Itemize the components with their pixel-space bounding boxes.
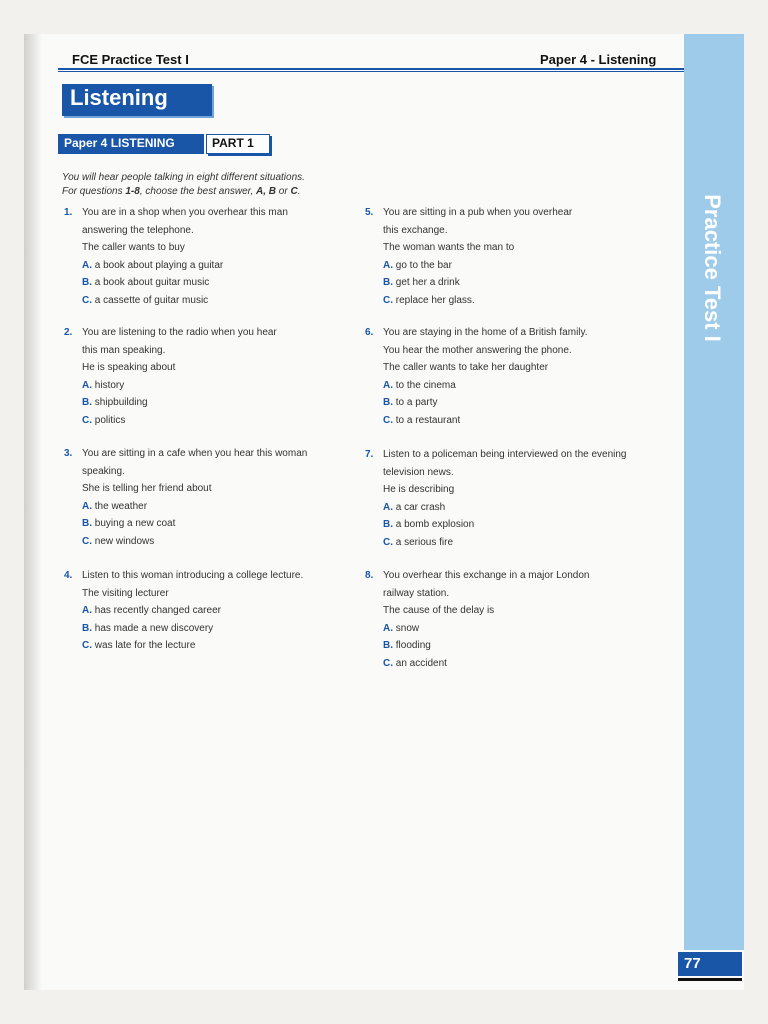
question-text: He is speaking about xyxy=(82,362,176,373)
instructions-line-1: You will hear people talking in eight different situations. xyxy=(62,172,305,183)
question-6 xyxy=(365,324,588,429)
question-2 xyxy=(64,324,277,429)
option-a: A. a car crash xyxy=(383,501,446,513)
side-band xyxy=(684,34,744,950)
question-number: 4. xyxy=(64,570,73,581)
question-text: The woman wants the man to xyxy=(383,242,515,253)
side-band-label: Practice Test I xyxy=(700,194,725,342)
question-text: Listen to this woman introducing a college lecture. xyxy=(82,570,304,581)
question-text: You hear the mother answering the phone. xyxy=(383,344,572,356)
option-a: A. the weather xyxy=(82,500,148,512)
question-number: 2. xyxy=(64,327,73,338)
question-text: She is telling her friend about xyxy=(82,483,212,494)
question-text: The visiting lecturer xyxy=(82,587,169,599)
option-c: C. a cassette of guitar music xyxy=(82,294,209,306)
option-c: C. a serious fire xyxy=(383,536,454,548)
option-b: B. buying a new coat xyxy=(82,518,176,529)
question-number: 1. xyxy=(64,207,73,218)
page-gutter-shadow xyxy=(24,34,42,990)
question-number: 3. xyxy=(64,448,73,459)
option-b: B. a bomb explosion xyxy=(383,519,475,530)
question-text: Listen to a policeman being interviewed on the evening xyxy=(383,449,627,460)
question-3 xyxy=(64,445,308,550)
question-number: 5. xyxy=(365,207,374,218)
header-rule xyxy=(58,68,684,70)
option-b: B. to a party xyxy=(383,397,438,408)
option-b: B. a book about guitar music xyxy=(82,277,210,288)
option-b: B. has made a new discovery xyxy=(82,622,214,634)
option-c: C. politics xyxy=(82,414,126,426)
option-a: A. history xyxy=(82,379,125,391)
option-b: B. get her a drink xyxy=(383,277,460,288)
question-text: this man speaking. xyxy=(82,344,166,356)
option-a: A. go to the bar xyxy=(383,259,452,271)
question-7 xyxy=(365,446,627,551)
paper-tag: Paper 4 LISTENING xyxy=(64,136,175,150)
page-number-rule xyxy=(678,978,742,981)
question-text: You are in a shop when you overhear this man xyxy=(82,207,288,218)
question-number: 8. xyxy=(365,570,374,581)
question-text: The caller wants to take her daughter xyxy=(383,362,549,373)
question-number: 7. xyxy=(365,449,374,460)
question-1 xyxy=(64,204,288,309)
option-a: A. snow xyxy=(383,622,420,634)
question-text: television news. xyxy=(383,466,454,478)
question-text: You overhear this exchange in a major London xyxy=(383,570,590,581)
option-c: C. new windows xyxy=(82,535,155,547)
header-rule-thin xyxy=(58,71,684,72)
question-number: 6. xyxy=(365,327,374,338)
header-title-left: FCE Practice Test I xyxy=(72,52,189,67)
question-text: You are sitting in a cafe when you hear this woman xyxy=(82,448,308,459)
question-text: He is describing xyxy=(383,484,455,495)
option-c: C. replace her glass. xyxy=(383,294,475,306)
page-number: 77 xyxy=(684,955,701,972)
question-text: You are staying in the home of a British family. xyxy=(383,327,588,338)
question-text: this exchange. xyxy=(383,224,448,236)
question-text: You are listening to the radio when you hear xyxy=(82,327,277,338)
option-b: B. flooding xyxy=(383,640,431,651)
question-text: answering the telephone. xyxy=(82,224,194,236)
option-c: C. to a restaurant xyxy=(383,414,461,426)
question-text: You are sitting in a pub when you overhear xyxy=(383,207,573,218)
option-c: C. an accident xyxy=(383,657,447,669)
question-text: The cause of the delay is xyxy=(383,605,495,616)
instructions-line-2: For questions 1-8, choose the best answer, A, B or C. xyxy=(62,186,301,197)
option-c: C. was late for the lecture xyxy=(82,640,196,651)
question-text: railway station. xyxy=(383,587,450,599)
option-a: A. a book about playing a guitar xyxy=(82,259,224,271)
question-5 xyxy=(365,204,573,309)
question-8 xyxy=(365,567,590,672)
header-title-right: Paper 4 - Listening xyxy=(540,52,657,67)
section-title: Listening xyxy=(70,85,168,110)
option-a: A. has recently changed career xyxy=(82,605,221,616)
option-a: A. to the cinema xyxy=(383,379,456,391)
question-text: speaking. xyxy=(82,465,125,477)
question-text: The caller wants to buy xyxy=(82,242,185,253)
question-4 xyxy=(64,567,304,655)
part-tag: PART 1 xyxy=(212,136,254,150)
option-b: B. shipbuilding xyxy=(82,397,148,408)
